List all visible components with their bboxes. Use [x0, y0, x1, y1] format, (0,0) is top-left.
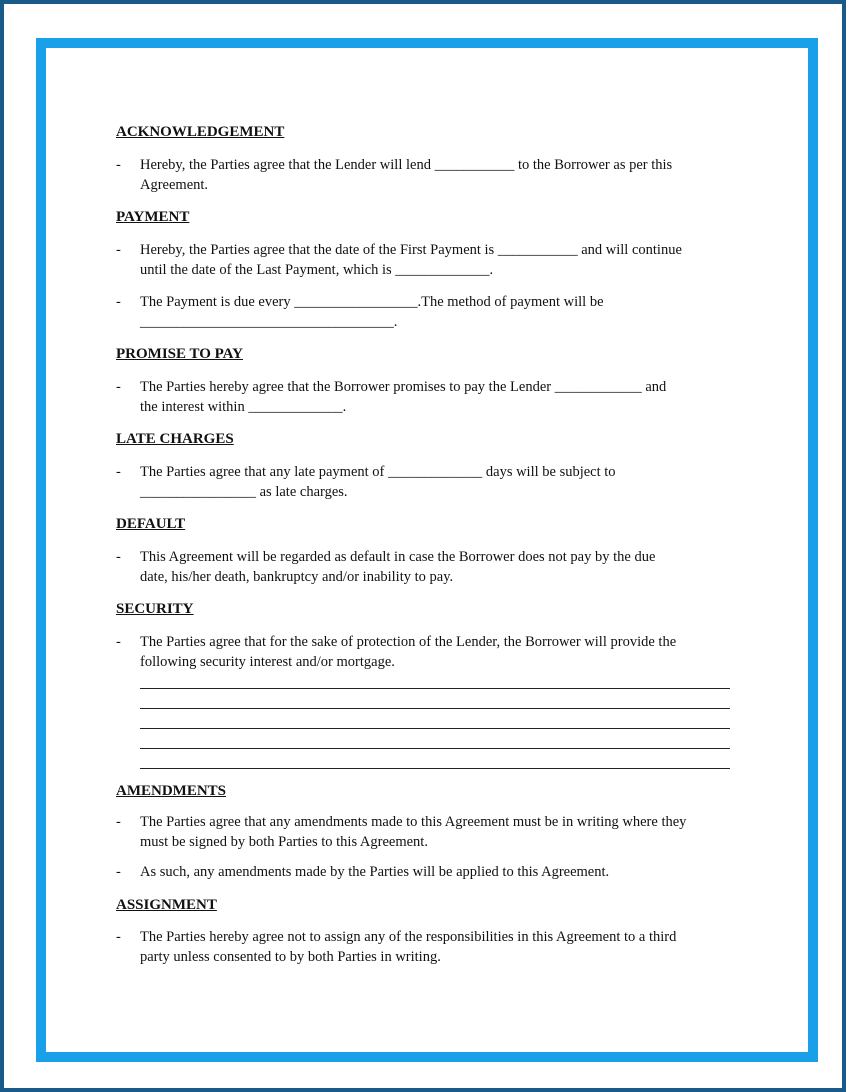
clause-line: As such, any amendments made by the Parties will be applied to this Agreement.	[140, 864, 610, 880]
clause-line: must be signed by both Parties to this Agreement.	[140, 834, 428, 850]
blank-line[interactable]	[140, 709, 730, 729]
section-heading: AMENDMENTS	[116, 783, 227, 799]
clause-line: Hereby, the Parties agree that the date of the First Payment is ___________ and will continue	[140, 242, 682, 258]
clause-item	[116, 862, 740, 882]
section-heading: SECURITY	[116, 601, 194, 617]
clause-line: following security interest and/or mortgage.	[140, 654, 395, 670]
bullet-dash: -	[116, 157, 121, 173]
clause-line: until the date of the Last Payment, which is _____________.	[140, 262, 494, 278]
security-fill-lines	[140, 669, 730, 769]
clause-line: Hereby, the Parties agree that the Lender will lend ___________ to the Borrower as per this	[140, 157, 673, 173]
clause-item	[116, 812, 740, 852]
clause-line: the interest within _____________.	[140, 399, 347, 415]
section-heading: ACKNOWLEDGEMENT	[116, 124, 285, 140]
blank-line[interactable]	[140, 749, 730, 769]
section-heading: LATE CHARGES	[116, 431, 234, 447]
clause-item	[116, 547, 740, 587]
clause-line: The Parties agree that any late payment of _____________ days will be subject to	[140, 464, 616, 480]
bullet-dash: -	[116, 379, 121, 395]
section-heading: PAYMENT	[116, 209, 190, 225]
bullet-dash: -	[116, 929, 121, 945]
bullet-dash: -	[116, 634, 121, 650]
section-heading: DEFAULT	[116, 516, 186, 532]
clause-line: party unless consented to by both Parties in writing.	[140, 949, 441, 965]
clause-line: The Parties agree that any amendments made to this Agreement must be in writing where they	[140, 814, 687, 830]
bullet-dash: -	[116, 549, 121, 565]
clause-line: Agreement.	[140, 177, 209, 193]
clause-line: The Parties hereby agree that the Borrower promises to pay the Lender ____________ and	[140, 379, 667, 395]
blank-line[interactable]	[140, 689, 730, 709]
bullet-dash: -	[116, 242, 121, 258]
section-payment	[116, 207, 189, 227]
clause-line: The Payment is due every _________________.The method of payment will be	[140, 294, 604, 310]
clause-item	[116, 155, 740, 195]
section-late-charges	[116, 429, 234, 449]
clause-line: date, his/her death, bankruptcy and/or inability to pay.	[140, 569, 454, 585]
clause-item	[116, 292, 740, 332]
section-promise-to-pay	[116, 344, 243, 364]
section-heading: ASSIGNMENT	[116, 897, 217, 913]
clause-line: ___________________________________.	[140, 314, 398, 330]
clause-line: ________________ as late charges.	[140, 484, 348, 500]
bullet-dash: -	[116, 864, 121, 880]
section-acknowledgement	[116, 122, 284, 142]
section-assignment	[116, 895, 217, 915]
section-security	[116, 599, 194, 619]
blank-line[interactable]	[140, 729, 730, 749]
bullet-dash: -	[116, 814, 121, 830]
bullet-dash: -	[116, 294, 121, 310]
section-amendments	[116, 781, 226, 801]
clause-item	[116, 240, 740, 280]
section-default	[116, 514, 185, 534]
blank-line[interactable]	[140, 669, 730, 689]
clause-line: The Parties agree that for the sake of protection of the Lender, the Borrower will provide the	[140, 634, 677, 650]
clause-item	[116, 462, 740, 502]
clause-line: This Agreement will be regarded as default in case the Borrower does not pay by the due	[140, 549, 656, 565]
clause-item	[116, 632, 740, 672]
section-heading: PROMISE TO PAY	[116, 346, 243, 362]
clause-item	[116, 927, 740, 967]
bullet-dash: -	[116, 464, 121, 480]
clause-line: The Parties hereby agree not to assign any of the responsibilities in this Agreement to a third	[140, 929, 677, 945]
clause-item	[116, 377, 740, 417]
